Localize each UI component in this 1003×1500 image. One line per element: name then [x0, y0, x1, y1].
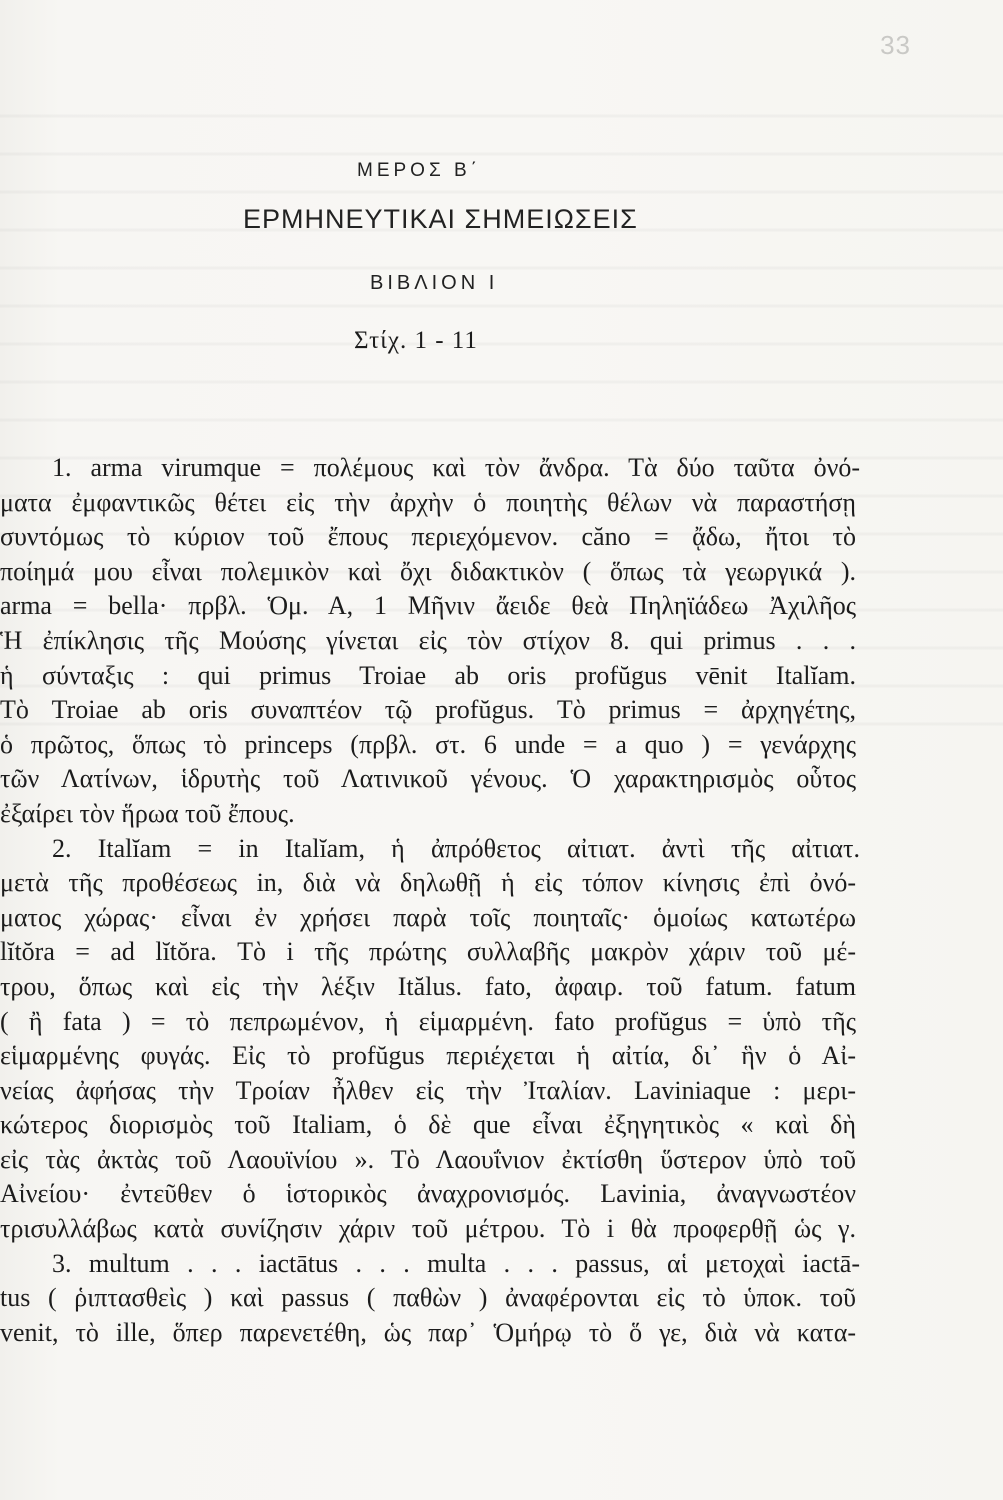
- commentary-text: [0, 451, 860, 1350]
- verse-range: Στίχ. 1 - 11: [354, 327, 478, 354]
- text-line: Αἰνείου· ἐντεῦθεν ὁ ἱστορικὸς ἀναχρονισμός. Lavinia, ἀναγνωστέον: [0, 1179, 856, 1209]
- text-line: arma = bella· πρβλ. Ὁμ. Α, 1 Μῆνιν ἄειδε θεὰ Πηληϊάδεω Ἀχιλῆος: [0, 591, 856, 621]
- text-line: νείας ἀφήσας τὴν Τροίαν ἦλθεν εἰς τὴν Ἰταλίαν. Laviniaque : μερι-: [0, 1075, 856, 1105]
- text-line: Ἡ ἐπίκλησις τῆς Μούσης γίνεται εἰς τὸν στίχον 8. qui primus . . .: [0, 625, 856, 655]
- text-line: εἱμαρμένης φυγάς. Εἰς τὸ profŭgus περιέχεται ἡ αἰτία, δι᾽ ἣν ὁ Αἰ-: [0, 1041, 856, 1071]
- book-title: ΒΙΒΛΙΟΝ Ι: [370, 272, 499, 294]
- text-line: Τὸ Troiae ab oris συναπτέον τῷ profŭgus. Τὸ primus = ἀρχηγέτης,: [0, 695, 856, 725]
- text-line: 2. Italĭam = in Italĭam, ἡ ἀπρόθετος αἰτιατ. ἀντὶ τῆς αἰτιατ.: [52, 833, 860, 863]
- text-line: venit, τὸ ille, ὅπερ παρενετέθη, ὡς παρ᾽ Ὁμήρῳ τὸ ὅ γε, διὰ νὰ κατα-: [0, 1317, 856, 1347]
- text-line: κώτερος διορισμὸς τοῦ Italiam, ὁ δὲ que εἶναι ἐξηγητικὸς « καὶ δὴ: [0, 1110, 856, 1140]
- text-line: lĭtŏra = ad lĭtŏra. Τὸ i τῆς πρώτης συλλαβῆς μακρὸν χάριν τοῦ μέ-: [0, 937, 856, 967]
- text-line: τρου, ὅπως καὶ εἰς τὴν λέξιν Itălus. fato, ἀφαιρ. τοῦ fatum. fatum: [0, 971, 856, 1001]
- text-line: μετὰ τῆς προθέσεως in, διὰ νὰ δηλωθῇ ἡ εἰς τόπον κίνησις ἐπὶ ὀνό-: [0, 868, 856, 898]
- text-line: συντόμως τὸ κύριον τοῦ ἔπους περιεχόμενον. căno = ᾄδω, ἤτοι τὸ: [0, 522, 856, 552]
- part-title: ΜΕΡΟΣ Β΄: [357, 160, 481, 181]
- text-line: τρισυλλάβως κατὰ συνίζησιν χάριν τοῦ μέτρου. Τὸ i θὰ προφερθῇ ὡς γ.: [0, 1214, 856, 1244]
- page-number: 33: [880, 30, 911, 60]
- text-line: ( ἢ fata ) = τὸ πεπρωμένον, ἡ εἱμαρμένη. fato profŭgus = ὑπὸ τῆς: [0, 1006, 856, 1036]
- text-line: ὁ πρῶτος, ὅπως τὸ princeps (πρβλ. στ. 6 unde = a quo ) = γενάρχης: [0, 729, 856, 759]
- text-line: ποίημά μου εἶναι πολεμικὸν καὶ ὄχι διδακτικὸν ( ὅπως τὰ γεωργικά ).: [0, 556, 856, 586]
- text-line: ἐξαίρει τὸν ἥρωα τοῦ ἔπους.: [0, 798, 295, 828]
- text-line: ματος χώρας· εἶναι ἐν χρήσει παρὰ τοῖς ποιηταῖς· ὁμοίως κατωτέρω: [0, 902, 856, 932]
- text-line: εἰς τὰς ἀκτὰς τοῦ Λαουϊνίου ». Τὸ Λαουΐνιον ἐκτίσθη ὕστερον ὑπὸ τοῦ: [0, 1144, 856, 1174]
- text-line: ματα ἐμφαντικῶς θέτει εἰς τὴν ἀρχὴν ὁ ποιητὴς θέλων νὰ παραστήσῃ: [0, 487, 856, 517]
- text-line: τῶν Λατίνων, ἱδρυτὴς τοῦ Λατινικοῦ γένους. Ὁ χαρακτηρισμὸς οὗτος: [0, 764, 856, 794]
- text-line: tus ( ῥιπτασθεὶς ) καὶ passus ( παθὼν ) ἀναφέρονται εἰς τὸ ὑποκ. τοῦ: [0, 1283, 856, 1313]
- section-title: ΕΡΜΗΝΕΥΤΙΚΑΙ ΣΗΜΕΙΩΣΕΙΣ: [243, 204, 638, 234]
- text-line: 1. arma virumque = πολέμους καὶ τὸν ἄνδρα. Τὰ δύο ταῦτα ὀνό-: [52, 453, 860, 482]
- text-line: 3. multum . . . iactātus . . . multa . . . passus, αἱ μετοχαὶ iactā-: [52, 1248, 860, 1278]
- text-line: ἡ σύνταξις : qui primus Troiae ab oris profŭgus vēnit Italĭam.: [0, 660, 856, 690]
